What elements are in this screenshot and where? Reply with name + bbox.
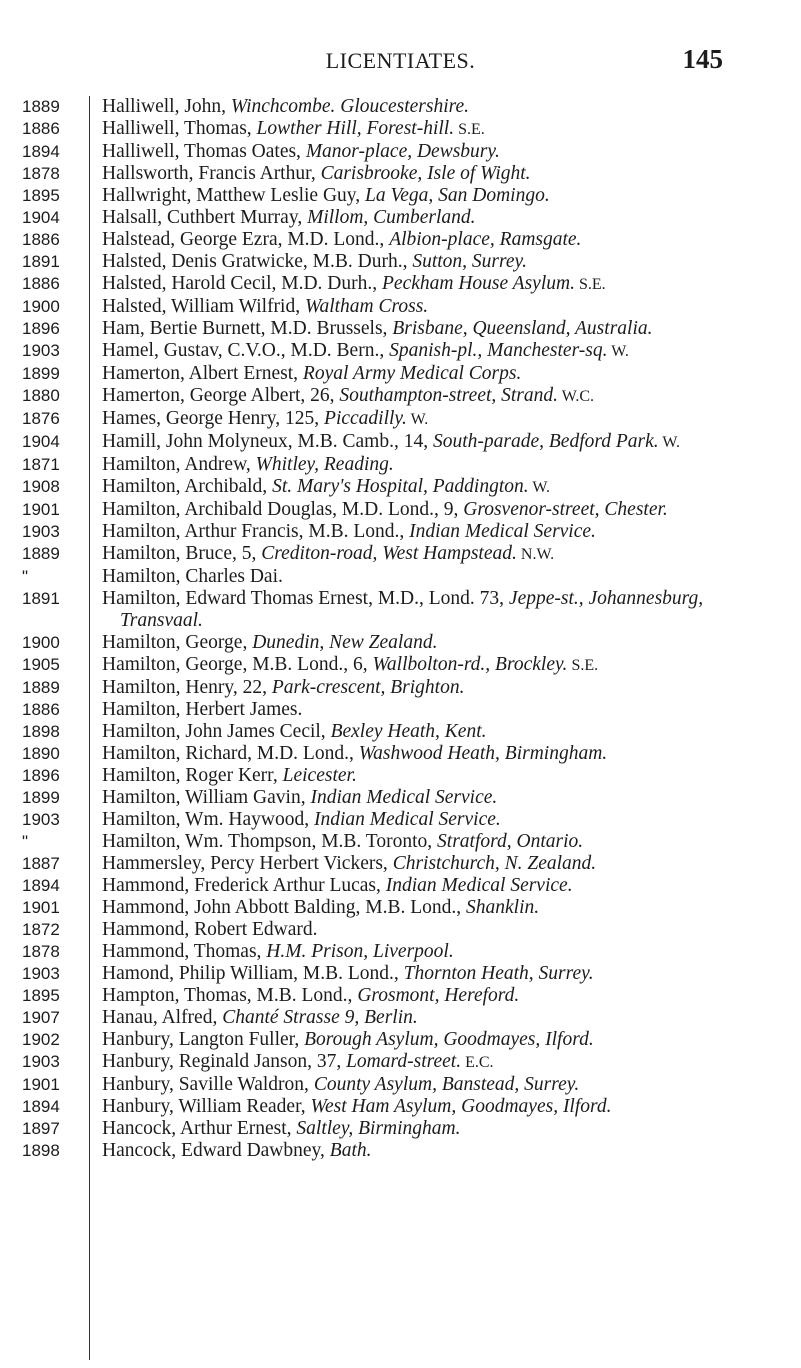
list-item [0,363,801,385]
entry-name: Hanbury, Saville Waldron, [102,1074,314,1095]
entry-name: Hamill, John Molyneux, M.B. Camb., 14, [102,431,433,452]
entry-text [102,118,772,141]
entry-name: Hamilton, Charles Dai. [102,566,283,587]
list-item [0,588,801,632]
entry-address: Waltham Cross. [304,296,429,317]
entry-address: Carisbrooke, Isle of Wight. [320,163,531,184]
list-item [0,654,801,677]
running-head: LICENTIATES. [325,48,476,73]
entry-text [102,588,772,632]
list-item [0,831,801,853]
entry-name: Hamilton, Herbert James. [102,699,303,720]
entry-year: 1886 [22,700,60,719]
list-item [0,985,801,1007]
entry-district: W. [406,411,429,428]
entry-year: 1876 [22,409,60,428]
list-item [0,1007,801,1029]
entry-text [102,699,772,721]
entry-year: 1899 [22,788,60,807]
entry-name: Hallwright, Matthew Leslie Guy, [102,185,366,206]
entry-text [102,408,772,431]
entry-name: Hanbury, Langton Fuller, [102,1029,305,1050]
entry-district: N.W. [516,546,555,563]
entry-year: 1901 [22,1075,60,1094]
entry-year: 1905 [22,655,60,674]
entry-name: Halliwell, Thomas, [102,118,257,139]
entry-name: Hamilton, Archibald, [102,476,273,497]
entry-text [102,521,772,543]
list-item [0,229,801,251]
entry-year: 1889 [22,678,60,697]
entry-address: Leicester. [282,765,357,786]
entry-text [102,721,772,743]
entry-name: Hammond, Thomas, [102,941,267,962]
entry-year: 1901 [22,500,60,519]
entry-address: Park-crescent, Brighton. [271,677,465,698]
entry-address: Indian Medical Service. [409,521,596,542]
entry-year: 1886 [22,274,60,293]
entry-district: W. [658,434,680,451]
entry-text [102,941,772,963]
list-item [0,1029,801,1051]
entry-address: Borough Asylum, Goodmayes, Ilford. [304,1029,594,1050]
entry-name: Halliwell, John, [102,96,231,117]
entry-address: Spanish-pl., Manchester-sq. [389,340,608,361]
entry-name: Ham, Bertie Burnett, M.D. Brussels, [102,318,393,339]
entry-name: Hamilton, Bruce, 5, [102,543,262,564]
entry-name: Hammond, Robert Edward. [102,919,318,940]
entry-year: 1894 [22,142,60,161]
entry-district: W. [528,479,550,496]
list-item [0,1074,801,1096]
entry-text [102,743,772,765]
entry-year: 1904 [22,432,60,451]
entry-name: Hamilton, Wm. Haywood, [102,809,314,830]
entry-year: 1903 [22,810,60,829]
entry-text [102,566,772,588]
entry-name: Halliwell, Thomas Oates, [102,141,306,162]
entry-name: Hamel, Gustav, C.V.O., M.D. Bern., [102,340,390,361]
entry-address: Jeppe-st., Johannesburg, Transvaal. [120,588,704,631]
entry-year: 1880 [22,386,60,405]
entry-district: E.C. [461,1054,494,1071]
entry-name: Hamilton, Andrew, [102,454,256,475]
entry-name: Hamilton, Richard, M.D. Lond., [102,743,359,764]
entry-year: 1887 [22,854,60,873]
list-item [0,118,801,141]
entry-address: Lomard-street. [346,1051,462,1072]
page-header [0,40,801,80]
entry-year: 1900 [22,297,60,316]
entry-address: West Ham Asylum, Goodmayes, Ilford. [310,1096,612,1117]
list-item [0,318,801,340]
list-item [0,385,801,408]
entry-address: Bath. [329,1140,372,1161]
list-item [0,853,801,875]
entry-text [102,207,772,229]
entry-year: 1878 [22,164,60,183]
entry-text [102,385,772,408]
entry-name: Hamilton, Henry, 22, [102,677,272,698]
entry-text [102,318,772,340]
entry-name: Hampton, Thomas, M.B. Lond., [102,985,358,1006]
entry-year: 1903 [22,522,60,541]
entry-name: Hamerton, Albert Ernest, [102,363,303,384]
entry-name: Hamilton, Wm. Thompson, M.B. Toronto, [102,831,438,852]
list-item [0,897,801,919]
entry-address: Grosmont, Hereford. [357,985,520,1006]
entry-address: Sutton, Surrey. [412,251,527,272]
entry-name: Hanbury, Reginald Janson, 37, [102,1051,347,1072]
list-item [0,163,801,185]
entry-text [102,363,772,385]
list-item [0,476,801,499]
entry-text [102,1029,772,1051]
entry-address: Crediton-road, West Hampstead. [261,543,517,564]
entry-year: 1899 [22,364,60,383]
entry-text [102,1096,772,1118]
list-item [0,963,801,985]
entry-text [102,476,772,499]
entry-year: 1894 [22,876,60,895]
entry-address: County Asylum, Banstead, Surrey. [313,1074,580,1095]
entry-address: H.M. Prison, Liverpool. [266,941,454,962]
list-item [0,632,801,654]
entry-name: Hamilton, Archibald Douglas, M.D. Lond., 9, [102,499,464,520]
list-item [0,296,801,318]
list-item [0,699,801,721]
entry-year: 1886 [22,119,60,138]
entry-address: Stratford, Ontario. [437,831,584,852]
entry-text [102,163,772,185]
list-item [0,743,801,765]
entry-text [102,897,772,919]
entry-address: Indian Medical Service. [385,875,573,896]
list-item [0,1118,801,1140]
list-item [0,431,801,454]
entry-address: Lowther Hill, Forest-hill. [256,118,455,139]
entry-year: 1898 [22,1141,60,1160]
list-item [0,408,801,431]
entry-year: 1895 [22,986,60,1005]
entry-district: S.E. [454,121,485,138]
entry-year: 1889 [22,97,60,116]
entry-address: St. Mary's Hospital, Paddington. [272,476,529,497]
entry-name: Hamilton, John James Cecil, [102,721,331,742]
entry-address: Piccadilly. [324,408,407,429]
entry-text [102,1140,772,1162]
entry-year: 1898 [22,722,60,741]
list-item [0,1096,801,1118]
entry-address: La Vega, San Domingo. [365,185,550,206]
page-number: 145 [682,44,723,74]
entry-year: 1895 [22,186,60,205]
entry-address: Shanklin. [466,897,540,918]
entry-text [102,853,772,875]
entry-name: Halsall, Cuthbert Murray, [102,207,308,228]
entry-name: Halstead, George Ezra, M.D. Lond., [102,229,390,250]
entry-text [102,632,772,654]
list-item [0,677,801,699]
entry-text [102,677,772,699]
entry-name: Halsted, Denis Gratwicke, M.B. Durh., [102,251,413,272]
entry-address: Royal Army Medical Corps. [302,363,522,384]
entry-year: 1902 [22,1030,60,1049]
list-item [0,566,801,588]
entry-year: 1871 [22,455,60,474]
entry-name: Halsted, William Wilfrid, [102,296,305,317]
entry-name: Halsted, Harold Cecil, M.D. Durh., [102,273,382,294]
entry-year: 1903 [22,964,60,983]
entry-name: Hanau, Alfred, [102,1007,223,1028]
entry-name: Hamilton, William Gavin, [102,787,311,808]
entry-district: W. [607,343,629,360]
entry-text [102,875,772,897]
entry-text [102,273,772,296]
entry-address: Millom, Cumberland. [307,207,476,228]
entry-address: Southampton-street, Strand. [339,385,559,406]
entry-text [102,831,772,853]
entry-year: " [22,832,29,851]
list-item [0,787,801,809]
list-item [0,875,801,897]
entry-year: 1904 [22,208,60,227]
entry-text [102,296,772,318]
entry-address: Christchurch, N. Zealand. [392,853,597,874]
entry-text [102,499,772,521]
entry-name: Hames, George Henry, 125, [102,408,325,429]
entry-name: Hamilton, George, [102,632,253,653]
entry-address: Whitley, Reading. [255,454,394,475]
entry-text [102,787,772,809]
entry-text [102,1007,772,1029]
entry-text [102,765,772,787]
entry-name: Hamilton, Arthur Francis, M.B. Lond., [102,521,410,542]
entry-address: Thornton Heath, Surrey. [403,963,594,984]
list-item [0,765,801,787]
entry-address: Chanté Strasse 9, Berlin. [222,1007,418,1028]
entry-address: Bexley Heath, Kent. [330,721,487,742]
entry-name: Hancock, Edward Dawbney, [102,1140,330,1161]
list-item [0,340,801,363]
entry-address: Grosvenor-street, Chester. [463,499,668,520]
entry-name: Hammersley, Percy Herbert Vickers, [102,853,393,874]
entry-text [102,654,772,677]
entry-year: 1903 [22,341,60,360]
list-item [0,941,801,963]
entry-name: Hamilton, Roger Kerr, [102,765,283,786]
entry-name: Hamerton, George Albert, 26, [102,385,340,406]
entry-year: 1894 [22,1097,60,1116]
list-item [0,273,801,296]
entry-year: 1900 [22,633,60,652]
entry-year: 1891 [22,252,60,271]
entry-district: S.E. [567,657,599,674]
entry-address: Indian Medical Service. [313,809,501,830]
entry-name: Hancock, Arthur Ernest, [102,1118,297,1139]
licentiates-list [0,96,801,1162]
entry-year: 1901 [22,898,60,917]
list-item [0,141,801,163]
entry-year: 1872 [22,920,60,939]
entry-text [102,985,772,1007]
list-item [0,543,801,566]
entry-name: Hammond, Frederick Arthur Lucas, [102,875,386,896]
entry-text [102,919,772,941]
entry-year: 1891 [22,589,60,608]
entry-name: Hallsworth, Francis Arthur, [102,163,321,184]
entry-text [102,1074,772,1096]
entry-address: Indian Medical Service. [310,787,498,808]
list-item [0,919,801,941]
entry-name: Hamilton, Edward Thomas Ernest, M.D., Lond. 73, [102,588,509,609]
list-item [0,185,801,207]
entry-text [102,963,772,985]
entry-text [102,454,772,476]
entry-text [102,1051,772,1074]
entry-text [102,251,772,273]
list-item [0,251,801,273]
entry-address: Peckham House Asylum. [382,273,575,294]
entry-address: Washwood Heath, Birmingham. [358,743,608,764]
entry-text [102,229,772,251]
entry-address: Wallbolton-rd., Brockley. [372,654,568,675]
entry-address: Winchcombe. Gloucestershire. [230,96,470,117]
entry-text [102,340,772,363]
list-item [0,1051,801,1074]
entry-address: Albion-place, Ramsgate. [389,229,582,250]
entry-district: S.E. [574,276,606,293]
entry-year: 1908 [22,477,60,496]
entry-text [102,96,772,118]
entry-text [102,431,772,454]
entry-district: W.C. [558,388,595,405]
entry-year: 1886 [22,230,60,249]
entry-year: 1896 [22,766,60,785]
list-item [0,1140,801,1162]
entry-year: 1897 [22,1119,60,1138]
entry-name: Hammond, John Abbott Balding, M.B. Lond., [102,897,467,918]
entry-address: Saltley, Birmingham. [296,1118,461,1139]
list-item [0,521,801,543]
entry-address: South-parade, Bedford Park. [432,431,659,452]
entry-name: Hamond, Philip William, M.B. Lond., [102,963,404,984]
entry-address: Manor-place, Dewsbury. [305,141,500,162]
entry-text [102,185,772,207]
entry-address: Brisbane, Queensland, Australia. [392,318,653,339]
entry-name: Hanbury, William Reader, [102,1096,311,1117]
entry-text [102,809,772,831]
entry-name: Hamilton, George, M.B. Lond., 6, [102,654,373,675]
entry-year: 1907 [22,1008,60,1027]
entry-year: 1903 [22,1052,60,1071]
list-item [0,499,801,521]
list-item [0,809,801,831]
entry-year: 1889 [22,544,60,563]
list-item [0,96,801,118]
entry-year: 1896 [22,319,60,338]
entry-address: Dunedin, New Zealand. [252,632,438,653]
entry-year: " [22,567,29,586]
list-item [0,454,801,476]
entry-text [102,141,772,163]
entry-year: 1878 [22,942,60,961]
list-item [0,207,801,229]
list-item [0,721,801,743]
entry-text [102,1118,772,1140]
entry-text [102,543,772,566]
entry-year: 1890 [22,744,60,763]
